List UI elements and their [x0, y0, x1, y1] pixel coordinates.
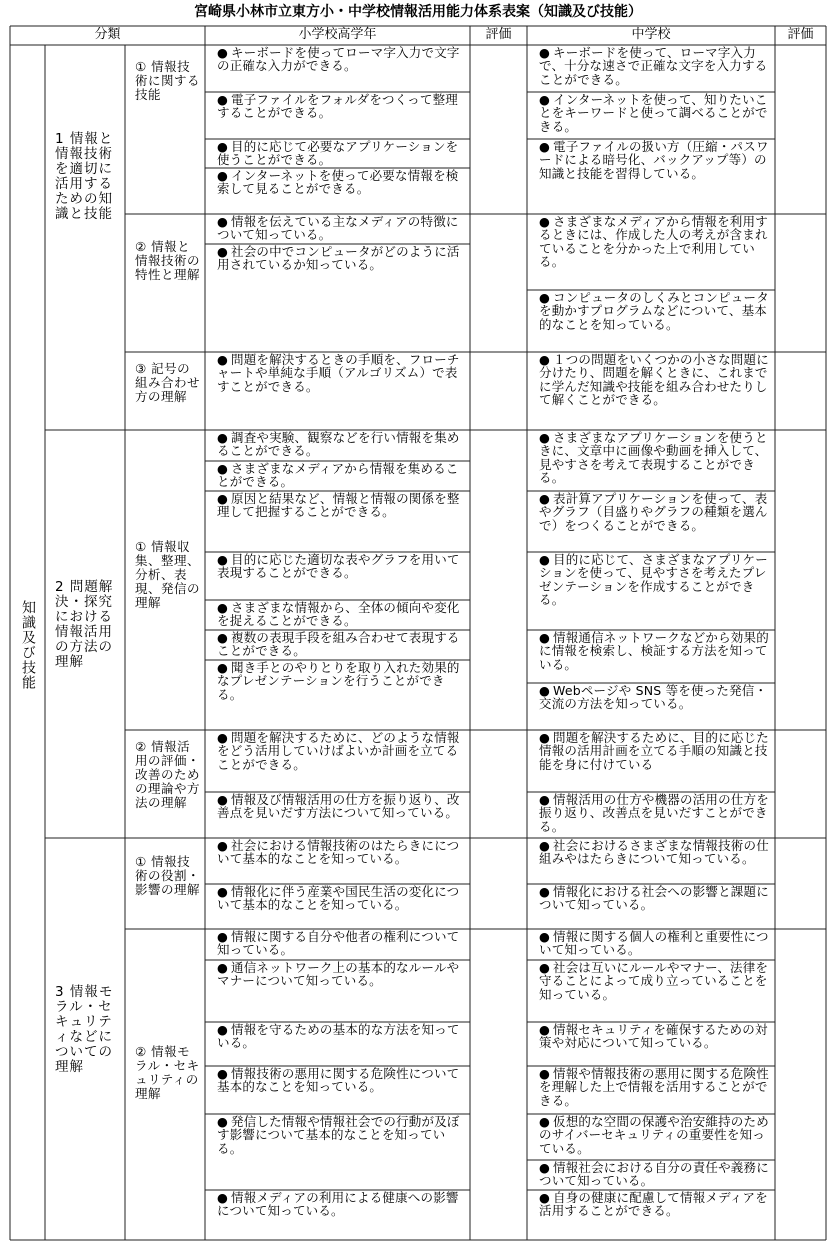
- junior-item-text: 自身の健康に配慮して情報メディアを活用することができる。: [539, 1190, 768, 1219]
- page-title: 宮崎県小林市立東方小・中学校情報活用能力体系表案（知識及び技能）: [194, 4, 642, 20]
- bullet-icon: ●: [217, 139, 229, 154]
- elementary-item-text: 原因と結果など、情報と情報の関係を整理して把握することができる。: [217, 491, 460, 520]
- header-eval-2: 評価: [787, 27, 814, 42]
- junior-item-20: [527, 1114, 775, 1160]
- header-junior: 中学校: [631, 27, 671, 42]
- bullet-icon: ●: [217, 244, 229, 259]
- bullet-icon: ●: [539, 1160, 551, 1175]
- bullet-icon: ●: [539, 838, 551, 853]
- elementary-item-17: [205, 838, 470, 884]
- junior-item-text: 電子ファイルの扱い方（圧縮・パスワードによる暗号化、バックアップ等）の知識と技能を習得している。: [539, 139, 769, 181]
- elementary-item-text: 情報及び情報活用の仕方を振り返り、改善点を見いだす方法について知っている。: [217, 792, 460, 821]
- junior-item-text: 情報や情報技術の悪用に関する危険性を理解した上で情報を活用することができる。: [539, 1066, 769, 1108]
- bullet-icon: ●: [539, 730, 551, 745]
- bullet-icon: ●: [217, 660, 229, 675]
- junior-item-text: さまざまなアプリケーションを使うときに、文章中に画像や動画を挿入して、見やすさを考えて表現することができる。: [539, 430, 768, 486]
- junior-item-text: 情報に関する個人の権利と重要性について知っている。: [539, 929, 769, 958]
- elementary-item-12: [205, 600, 470, 630]
- bullet-icon: ●: [217, 92, 229, 107]
- junior-item-text: 情報活用の仕方や機器の活用の仕方を振り返り、改善点を見いだすことができる。: [539, 792, 769, 834]
- header-eval-1: 評価: [485, 27, 512, 42]
- bullet-icon: ●: [217, 214, 229, 229]
- bullet-icon: ●: [539, 630, 551, 645]
- elementary-item-15: [205, 730, 470, 792]
- bullet-icon: ●: [217, 960, 229, 975]
- elementary-item-4: [205, 168, 470, 214]
- elementary-item-text: 調査や実験、観察などを行い情報を集めることができる。: [217, 430, 460, 459]
- junior-item-text: １つの問題をいくつかの小さな問題に分けたり、問題を解くときに、これまでに学んだ知識や技能を組み合わせたりして解くことができる。: [539, 352, 769, 408]
- elementary-item-1: [205, 45, 470, 92]
- junior-item-5: [527, 290, 775, 352]
- bullet-icon: ●: [539, 1066, 551, 1081]
- bullet-icon: ●: [539, 214, 551, 229]
- bullet-icon: ●: [539, 352, 551, 367]
- elementary-item-text: 情報メディアの利用による健康への影響について知っている。: [217, 1190, 459, 1219]
- junior-item-13: [527, 792, 775, 838]
- header-category: 分類: [94, 27, 121, 42]
- junior-item-text: 仮想的な空間の保護や治安維持のためのサイバーセキュリティの重要性を知っている。: [539, 1114, 769, 1156]
- bullet-icon: ●: [217, 552, 229, 567]
- junior-item-text: Webページや SNS 等を使った発信・交流の方法を知っている。: [539, 683, 768, 712]
- bullet-icon: ●: [539, 491, 551, 506]
- elementary-item-22: [205, 1066, 470, 1114]
- bullet-icon: ●: [217, 600, 229, 615]
- junior-item-1: [527, 45, 775, 92]
- elementary-item-16: [205, 792, 470, 838]
- bullet-icon: ●: [217, 630, 229, 645]
- junior-item-11: [527, 683, 775, 730]
- elementary-item-text: 情報を守るための基本的な方法を知っている。: [217, 1022, 460, 1051]
- junior-item-text: 社会におけるさまざまな情報技術の仕組みやはたらきについて知っている。: [539, 838, 769, 867]
- elementary-item-text: キーボードを使ってローマ字入力で文字の正確な入力ができる。: [217, 45, 460, 74]
- elementary-item-13: [205, 630, 470, 660]
- bullet-icon: ●: [217, 352, 229, 367]
- bullet-icon: ●: [217, 1066, 229, 1081]
- elementary-item-text: 聞き手とのやりとりを取り入れた効果的なプレゼンテーションを行うことができる。: [217, 660, 460, 702]
- bullet-icon: ●: [539, 1114, 551, 1129]
- bullet-icon: ●: [217, 730, 229, 745]
- elementary-item-20: [205, 960, 470, 1022]
- junior-item-22: [527, 1190, 775, 1240]
- bullet-icon: ●: [539, 960, 551, 975]
- subcategory-3: ③ 記号の組み合わせ方の理解: [135, 361, 201, 404]
- elementary-item-23: [205, 1114, 470, 1190]
- junior-item-21: [527, 1160, 775, 1190]
- elementary-item-text: さまざまな情報から、全体の傾向や変化を捉えることができる。: [217, 600, 460, 629]
- bullet-icon: ●: [217, 45, 229, 60]
- bullet-icon: ●: [539, 884, 551, 899]
- junior-item-16: [527, 929, 775, 960]
- junior-item-text: 情報セキュリティを確保するための対策や対応について知っている。: [539, 1022, 768, 1051]
- junior-item-14: [527, 838, 775, 884]
- junior-item-2: [527, 92, 775, 139]
- main-category: [10, 45, 45, 1240]
- bullet-icon: ●: [217, 1114, 229, 1129]
- bullet-icon: ●: [217, 1190, 229, 1205]
- bullet-icon: ●: [539, 1022, 551, 1037]
- junior-item-7: [527, 430, 775, 491]
- bullet-icon: ●: [539, 290, 551, 305]
- junior-item-text: 社会は互いにルールやマナー、法律を守ることによって成り立っていることを知っている。: [539, 960, 769, 1002]
- header-elementary: 小学校高学年: [298, 27, 377, 42]
- elementary-item-24: [205, 1190, 470, 1240]
- elementary-item-11: [205, 552, 470, 600]
- junior-item-text: 情報通信ネットワークなどから効果的に情報を検索し、検証する方法を知っている。: [539, 630, 769, 672]
- elementary-item-7: [205, 352, 470, 430]
- elementary-item-text: 問題を解決するときの手順を、フローチャートや単純な手順（アルゴリズム）で表すことができる。: [217, 352, 460, 394]
- bullet-icon: ●: [539, 92, 551, 107]
- elementary-item-text: さまざまなメディアから情報を集めることができる。: [217, 461, 459, 490]
- elementary-item-text: 情報技術の悪用に関する危険性について基本的なことを知っている。: [217, 1066, 460, 1095]
- elementary-item-3: [205, 139, 470, 168]
- bullet-icon: ●: [217, 430, 229, 445]
- junior-item-4: [527, 214, 775, 290]
- elementary-item-text: 目的に応じて必要なアプリケーションを使うことができる。: [217, 139, 459, 168]
- elementary-item-2: [205, 92, 470, 139]
- elementary-item-14: [205, 660, 470, 730]
- elementary-item-21: [205, 1022, 470, 1066]
- elementary-item-19: [205, 929, 470, 960]
- elementary-item-text: 通信ネットワーク上の基本的なルールやマナーについて知っている。: [217, 960, 460, 989]
- elementary-item-text: 情報を伝えている主なメディアの特徴について知っている。: [217, 214, 459, 243]
- bullet-icon: ●: [539, 1190, 551, 1205]
- elementary-item-9: [205, 461, 470, 491]
- bullet-icon: ●: [539, 929, 551, 944]
- bullet-icon: ●: [217, 929, 229, 944]
- main-category-label: 知識及び技能: [20, 600, 36, 690]
- junior-item-6: [527, 352, 775, 430]
- junior-item-18: [527, 1022, 775, 1066]
- junior-item-10: [527, 630, 775, 683]
- bullet-icon: ●: [217, 168, 229, 183]
- bullet-icon: ●: [539, 45, 551, 60]
- junior-item-text: 問題を解決するために、目的に応じた情報の活用計画を立てる手順の知識と技能を身に付けている: [539, 730, 769, 772]
- junior-item-text: インターネットを使って、知りたいことをキーワードと使って調べることができる。: [539, 92, 768, 134]
- junior-item-15: [527, 884, 775, 929]
- junior-item-text: さまざまなメディアから情報を利用するときには、作成した人の考えが含まれていることを分かった上で利用している。: [539, 214, 768, 270]
- junior-item-text: キーボードを使って、ローマ字入力で、十分な速さで正確な文字を入力することができる。: [539, 45, 768, 87]
- group-2: 2 問題解決・探究における情報活用の方法の理解: [55, 579, 114, 670]
- subcategory-7: ② 情報モラル・セキュリティの理解: [135, 1044, 200, 1101]
- bullet-icon: ●: [539, 552, 551, 567]
- elementary-item-text: 情報に関する自分や他者の権利について知っている。: [217, 929, 460, 958]
- bullet-icon: ●: [217, 491, 229, 506]
- elementary-item-6: [205, 244, 470, 352]
- group-1: 1 情報と情報技術を適切に活用するための知識と技能: [55, 131, 114, 222]
- bullet-icon: ●: [217, 884, 229, 899]
- bullet-icon: ●: [217, 838, 229, 853]
- subcategory-5: ② 情報活用の評価・改善のための理論や方法の理解: [135, 739, 201, 810]
- elementary-item-5: [205, 214, 470, 244]
- junior-item-9: [527, 552, 775, 630]
- elementary-item-8: [205, 430, 470, 461]
- bullet-icon: ●: [539, 430, 551, 445]
- subcategory-4: ① 情報収集、整理、分析、表現、発信の理解: [135, 539, 201, 610]
- elementary-item-10: [205, 491, 470, 552]
- bullet-icon: ●: [539, 792, 551, 807]
- junior-item-text: コンピュータのしくみとコンピュータを動かすプログラムなどについて、基本的なことを知っている。: [539, 290, 769, 332]
- bullet-icon: ●: [539, 139, 551, 154]
- elementary-item-text: 発信した情報や情報社会での行動が及ぼす影響について基本的なことを知っている。: [217, 1114, 460, 1156]
- junior-item-8: [527, 491, 775, 552]
- elementary-item-text: 目的に応じた適切な表やグラフを用いて表現することができる。: [217, 552, 460, 581]
- bullet-icon: ●: [217, 1022, 229, 1037]
- bullet-icon: ●: [217, 461, 229, 476]
- subcategory-2: ② 情報と情報技術の特性と理解: [135, 239, 201, 282]
- junior-item-text: 表計算アプリケーションを使って、表やグラフ（目盛りやグラフの種類を選んで）をつくることができる。: [539, 491, 768, 533]
- junior-item-text: 情報化における社会への影響と課題について知っている。: [539, 884, 769, 913]
- elementary-item-text: 社会の中でコンピュータがどのように活用されているか知っている。: [217, 244, 460, 273]
- junior-item-17: [527, 960, 775, 1022]
- junior-item-12: [527, 730, 775, 792]
- bullet-icon: ●: [217, 792, 229, 807]
- junior-item-text: 情報社会における自分の責任や義務について知っている。: [539, 1160, 769, 1189]
- elementary-item-text: インターネットを使って必要な情報を検索して見ることができる。: [217, 168, 459, 197]
- elementary-item-18: [205, 884, 470, 929]
- junior-item-text: 目的に応じて、さまざまなアプリケーションを使って、見やすさを考えたプレゼンテーションを作成することができる。: [539, 552, 768, 608]
- elementary-item-text: 情報化に伴う産業や国民生活の変化について基本的なことを知っている。: [217, 884, 460, 913]
- elementary-item-text: 問題を解決するために、どのような情報をどう活用していけばよいか計画を立てることができる。: [217, 730, 460, 772]
- subcategory-1: ① 情報技術に関する技能: [135, 59, 201, 102]
- subcategory-6: ① 情報技術の役割・影響の理解: [135, 854, 201, 897]
- junior-item-19: [527, 1066, 775, 1114]
- elementary-item-text: 複数の表現手段を組み合わせて表現することができる。: [217, 630, 460, 659]
- group-3: 3 情報モラル・セキュリティなどについての理解: [55, 984, 114, 1075]
- junior-item-3: [527, 139, 775, 214]
- bullet-icon: ●: [539, 683, 551, 698]
- elementary-item-text: 社会における情報技術のはたらきにについて基本的なことを知っている。: [217, 838, 460, 867]
- elementary-item-text: 電子ファイルをフォルダをつくって整理することができる。: [217, 92, 458, 121]
